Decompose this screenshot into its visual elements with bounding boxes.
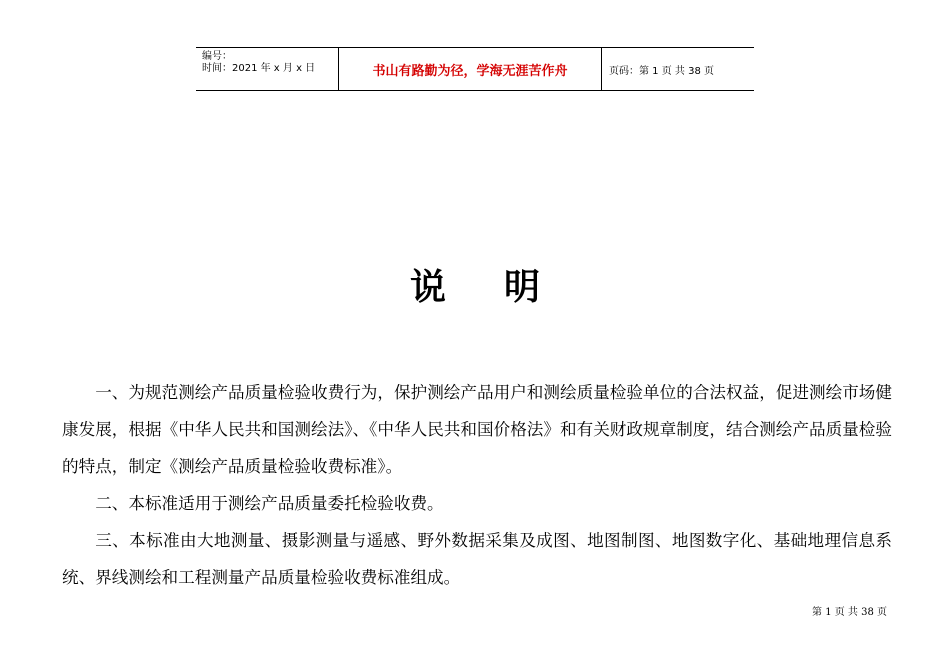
document-body [62, 374, 892, 596]
header-page-code: 页码：第 1 页 共 38 页 [609, 65, 714, 77]
header-meta [196, 48, 339, 90]
paragraph-3: 三、本标准由大地测量、摄影测量与遥感、野外数据采集及成图、地图制图、地图数字化、基础地理信息系统、界线测绘和工程测量产品质量检验收费标准组成。 [62, 531, 892, 587]
paragraph-2: 二、本标准适用于测绘产品质量委托检验收费。 [95, 494, 444, 513]
title-char-1: 说 [409, 267, 446, 308]
page-footer: 第 1 页 共 38 页 [812, 607, 887, 618]
header-motto: 书山有路勤为径，学海无涯苦作舟 [339, 48, 602, 90]
document-title [0, 262, 950, 314]
number-label: 编号： [202, 51, 232, 62]
time-label: 时间：2021 年 x 月 x 日 [202, 63, 316, 74]
title-char-2: 明 [504, 267, 541, 308]
document-header [196, 47, 754, 91]
paragraph-1: 一、为规范测绘产品质量检验收费行为，保护测绘产品用户和测绘质量检验单位的合法权益，促进测绘市场健康发展，根据《中华人民共和国测绘法》、《中华人民共和国价格法》和有关财政规章制度，结合测绘产品质量检验的特点，制定《测绘产品质量检验收费标准》。 [62, 383, 892, 476]
